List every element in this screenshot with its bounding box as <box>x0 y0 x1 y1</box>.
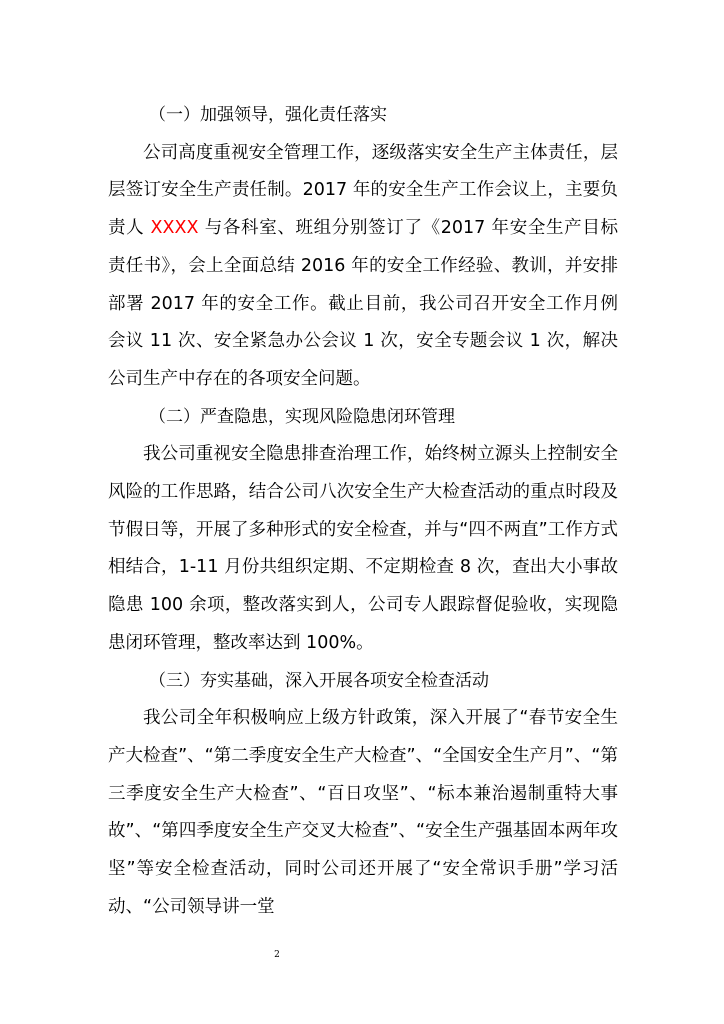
section-paragraph-1 <box>108 135 618 399</box>
paragraph-text: 与各科室、班组分别签订了《2017 年安全生产目标责任书》，会上全面总结 2016 年的安全工作经验、教训，并安排部署 2017 年的安全工作。截止目前，我公司召开安全工作月例会议 11 次、安全紧急办公会议 1 次，安全专题会议 1 次，解决公司生产中存在的各项安全问题。 <box>108 218 618 389</box>
section-paragraph-3: 我公司全年积极响应上级方针政策，深入开展了“春节安全生产大检查”、“第二季度安全生产大检查”、“全国安全生产月”、“第三季度安全生产大检查”、“百日攻坚”、“标本兼治遏制重特大事故”、“第四季度安全生产交叉大检查”、“安全生产强基固本两年攻坚”等安全检查活动，同时公司还开展了“安全常识手册”学习活动、“公司领导讲一堂 <box>108 708 618 917</box>
paragraph-text: 公司高度重视安全管理工作，逐级落实安全生产主体责任，层层签订安全生产责任制。2017 年的安全生产工作会议上，主要负责人 <box>108 142 618 239</box>
section-heading-3: （三）夯实基础，深入开展各项安全检查活动 <box>149 670 489 691</box>
responsible-person-placeholder: XXXX <box>150 218 199 239</box>
section-heading-2: （二）严查隐患，实现风险隐患闭环管理 <box>149 406 455 427</box>
document-body <box>108 97 618 926</box>
section-heading-1: （一）加强领导，强化责任落实 <box>149 105 387 125</box>
section-paragraph-2: 我公司重视安全隐患排查治理工作，始终树立源头上控制安全风险的工作思路，结合公司八次安全生产大检查活动的重点时段及节假日等，开展了多种形式的安全检查，并与“四不两直”工作方式相结合，1-11 月份共组织定期、不定期检查 8 次，查出大小事故隐患 100 余项，整改落实到人，公司专人跟踪督促验收，实现隐患闭环管理，整改率达到 100%。 <box>108 444 618 653</box>
page-number: 2 <box>274 950 280 960</box>
